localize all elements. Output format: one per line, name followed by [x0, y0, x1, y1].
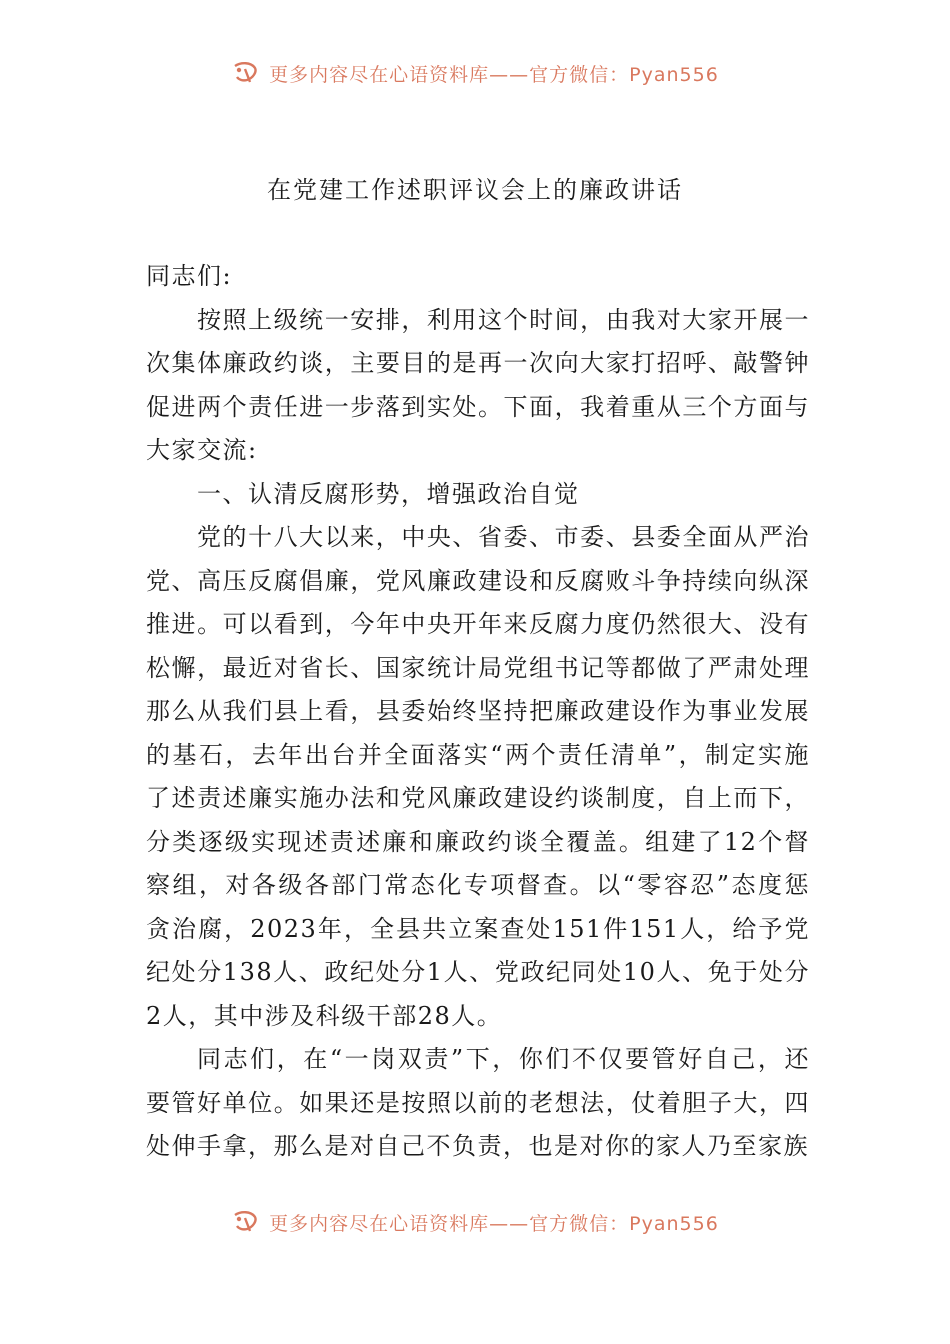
paragraph-intro: 按照上级统一安排，利用这个时间，由我对大家开展一次集体廉政约谈，主要目的是再一次向大家打招呼、敲警钟促进两个责任进一步落到实处。下面，我着重从三个方面与大家交流: — [146, 305, 810, 464]
watermark-footer — [0, 1205, 950, 1239]
section-heading-1: 一、认清反腐形势，增强政治自觉 — [197, 479, 580, 508]
watermark-logo-icon — [231, 60, 261, 86]
document-body — [146, 255, 810, 1169]
watermark-header — [0, 56, 950, 90]
paragraph-responsibility: 同志们，在“一岗双责”下，你们不仅要管好自己，还要管好单位。如果还是按照以前的老想法，仗着胆子大，四处伸手拿，那么是对自己不负责，也是对你的家人乃至家族 — [146, 1045, 810, 1160]
watermark-logo-icon — [231, 1209, 261, 1235]
paragraph-situation: 党的十八大以来，中央、省委、市委、县委全面从严治党、高压反腐倡廉，党风廉政建设和反腐败斗争持续向纵深推进。可以看到，今年中央开年来反腐力度仍然很大、没有松懈，最近对省长、国家统计局党组书记等都做了严肃处理那么从我们县上看，县委始终坚持把廉政建设作为事业发展的基石，去年出台并全面落实“两个责任清单”，制定实施了述责述廉实施办法和党风廉政建设约谈制度，自上而下，分类逐级实现述责述廉和廉政约谈全覆盖。组建了12个督察组，对各级各部门常态化专项督查。以“零容忍”态度惩贪治腐，2023年，全县共立案查处151件151人，给予党纪处分138人、政纪处分1人、党政纪同处10人、免于处分2人，其中涉及科级干部28人。 — [146, 523, 810, 1030]
watermark-text: 更多内容尽在心语资料库——官方微信：Pyan556 — [269, 63, 719, 86]
salutation: 同志们: — [146, 262, 233, 290]
document-title: 在党建工作述职评议会上的廉政讲话 — [267, 176, 683, 204]
watermark-text: 更多内容尽在心语资料库——官方微信：Pyan556 — [269, 1212, 719, 1235]
